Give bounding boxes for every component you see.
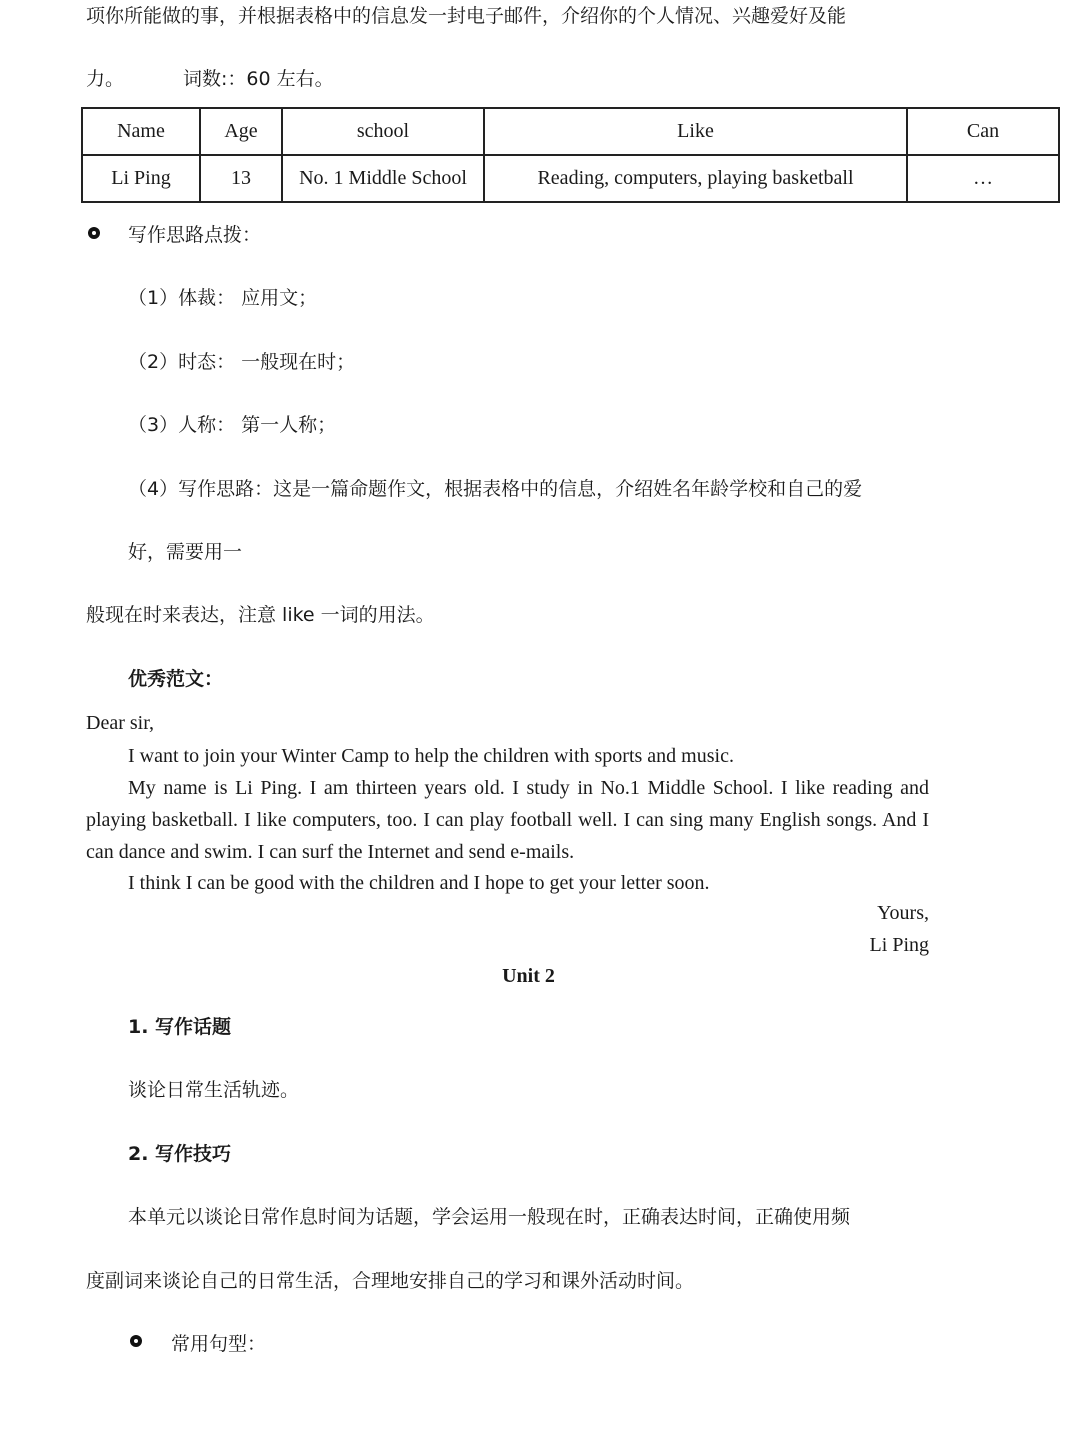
- table-header-cell: Age: [200, 108, 282, 155]
- section-heading-topic: 1. 写作话题: [128, 1016, 232, 1038]
- table-cell: Reading, computers, playing basketball: [484, 155, 907, 202]
- intro-line-2: 力。: [86, 68, 125, 90]
- table-header-cell: school: [282, 108, 484, 155]
- table-header-cell: Can: [907, 108, 1059, 155]
- letter-closing: Yours,: [877, 902, 929, 924]
- guide-item: （3）人称： 第一人称；: [128, 414, 337, 436]
- letter-paragraph: My name is Li Ping. I am thirteen years old. I study in No.1 Middle School. I like reading and playing basketball. I like computers, too. I can play football well. I can sing many English songs. And I can dance and swim. I can surf the Internet and send e-mails.: [86, 777, 929, 863]
- table-cell: …: [907, 155, 1059, 202]
- letter-paragraph: I want to join your Winter Camp to help the children with sports and music.: [128, 745, 734, 767]
- bullet-icon: [88, 227, 100, 239]
- letter-paragraph: I think I can be good with the children and I hope to get your letter soon.: [128, 872, 710, 894]
- word-count: 词数:：60 左右。: [183, 68, 334, 90]
- guide-item: （2）时态： 一般现在时；: [128, 351, 356, 373]
- table-header-row: [82, 108, 1059, 155]
- letter-signature: Li Ping: [869, 934, 929, 956]
- table-header-cell: Name: [82, 108, 200, 155]
- table-header-cell: Like: [484, 108, 907, 155]
- guide-continuation: 好，需要用一: [128, 541, 243, 563]
- patterns-heading: 常用句型：: [171, 1333, 267, 1355]
- info-table: [81, 107, 1060, 203]
- topic-text: 谈论日常生活轨迹。: [128, 1079, 300, 1101]
- guide-heading: 写作思路点拨：: [128, 224, 262, 246]
- section-heading-skill: 2. 写作技巧: [128, 1143, 232, 1165]
- bullet-icon: [130, 1335, 142, 1347]
- guide-continuation: 般现在时来表达，注意 like 一词的用法。: [86, 604, 435, 626]
- guide-item: （1）体裁： 应用文；: [128, 287, 318, 309]
- guide-item: （4）写作思路：这是一篇命题作文，根据表格中的信息，介绍姓名年龄学校和自己的爱: [128, 478, 863, 500]
- skill-text: 度副词来谈论自己的日常生活，合理地安排自己的学习和课外活动时间。: [86, 1270, 695, 1292]
- skill-text: 本单元以谈论日常作息时间为话题，学会运用一般现在时，正确表达时间，正确使用频: [128, 1206, 851, 1228]
- letter-greeting: Dear sir,: [86, 712, 155, 734]
- table-row: [82, 155, 1059, 202]
- intro-line-1: 项你所能做的事，并根据表格中的信息发一封电子邮件，介绍你的个人情况、兴趣爱好及能: [86, 5, 847, 27]
- unit-title: Unit 2: [502, 965, 555, 987]
- table-cell: 13: [200, 155, 282, 202]
- sample-heading: 优秀范文：: [128, 668, 224, 690]
- table-cell: No. 1 Middle School: [282, 155, 484, 202]
- table-cell: Li Ping: [82, 155, 200, 202]
